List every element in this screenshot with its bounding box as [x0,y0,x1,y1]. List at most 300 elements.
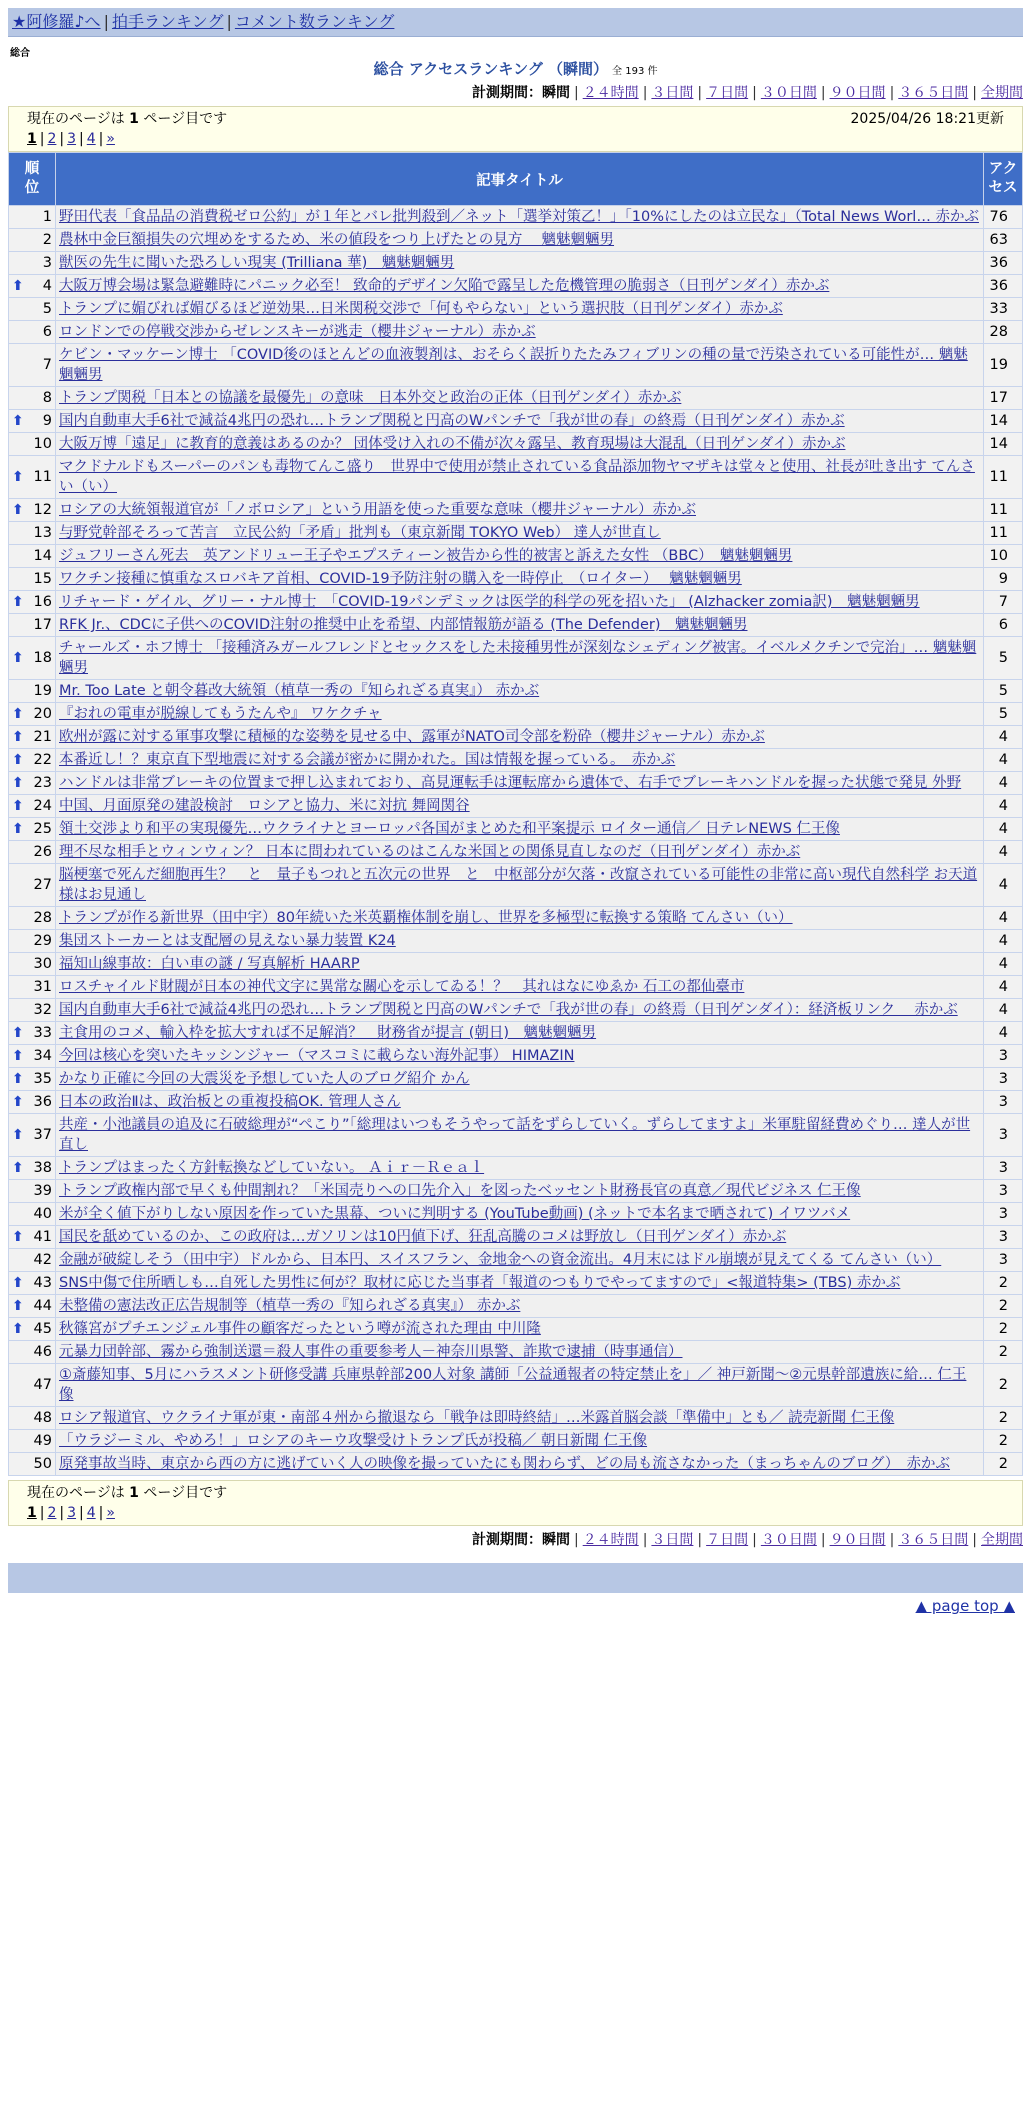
article-link[interactable]: 今回は核心を突いたキッシンジャー（マスコミに載らない海外記事） HIMAZIN [59,1048,575,1064]
title-cell [56,1341,984,1364]
table-row [9,1203,1023,1226]
article-link[interactable]: ①斎藤知事、5月にハラスメント研修受講 兵庫県幹部200人対象 講師「公益通報者の特定禁止を」／ 神戸新聞～②元県幹部遺族に給… 仁王像 [59,1367,967,1403]
nav-link-comment-ranking[interactable]: コメント数ランキング [234,12,395,31]
up-arrow-icon: ⬆ [12,650,24,666]
period-separator: | [972,85,977,101]
title-cell [56,206,984,229]
article-link[interactable]: トランプ関税「日本との協議を最優先」の意味 日本外交と政治の正体（日刊ゲンダイ）赤かぶ [59,390,682,406]
article-link[interactable]: 農林中金巨額損失の穴埋めをするため、米の値段をつり上げたとの見方 魑魅魍魎男 [59,232,615,248]
article-link[interactable]: 領土交渉より和平の実現優先…ウクライナとヨーロッパ各国がまとめた和平案提示 ロイター通信／ 日テレNEWS 仁王像 [59,821,840,837]
rank-cell [9,907,56,930]
table-row [9,1091,1023,1114]
rank-cell [9,1364,56,1407]
up-arrow-icon: ⬆ [12,821,24,837]
access-count: 36 [984,275,1023,298]
rank-cell [9,252,56,275]
page-separator: | [79,131,84,147]
rank-number: 39 [33,1183,52,1199]
article-link[interactable]: ロスチャイルド財閥が日本の神代文字に異常な關心を示してゐる！？ 其れはなにゆゑか 石工の都仙臺市 [59,979,745,995]
title-cell [56,545,984,568]
ranking-table [8,152,1023,1476]
article-link[interactable]: ハンドルは非常ブレーキの位置まで押し込まれており、高見運転手は運転席から遺体で、右手でブレーキハンドルを握った状態で発見 外野 [59,775,962,791]
period-separator: | [820,1532,826,1548]
page-current: 1 [27,131,37,147]
article-link[interactable]: 与野党幹部そろって苦言 立民公約「矛盾」批判も（東京新聞 TOKYO Web） 達人が世直し [59,525,661,541]
current-page-text-bottom: 現在のページは 1 ページ目です [27,1485,228,1501]
article-link[interactable]: 米が全く値下がりしない原因を作っていた黒幕、ついに判明する (YouTube動画) (ネットで本名まで晒されて) イワツバメ [59,1206,851,1222]
rank-cell [9,387,56,410]
table-row [9,1341,1023,1364]
period-separator: | [752,85,757,101]
table-row [9,1114,1023,1157]
period-link[interactable]: ３６５日間 [898,1532,969,1548]
period-separator: | [752,1532,757,1548]
article-link[interactable]: 中国、月面原発の建設検討 ロシアと協力、米に対抗 舞岡関谷 [59,798,470,814]
pager-bottom [8,1480,1023,1526]
up-arrow-icon: ⬆ [12,706,24,722]
top-nav-bar: ★阿修羅♪へ | 拍手ランキング | コメント数ランキング [8,8,1023,37]
access-count: 76 [984,206,1023,229]
rank-cell [9,499,56,522]
access-count: 2 [984,1341,1023,1364]
article-link[interactable]: 野田代表「食品品の消費税ゼロ公約」が１年とバレ批判殺到／ネット「選挙対策乙！」「10%にしたのは立民な」（Total News Worl… 赤かぶ [59,209,979,225]
access-count: 14 [984,433,1023,456]
title-cell [56,841,984,864]
rank-number: 18 [33,650,52,666]
column-header-rank: 順位 [9,153,56,206]
title-cell [56,818,984,841]
title-cell [56,680,984,703]
table-row [9,953,1023,976]
up-arrow-icon: ⬆ [12,1298,24,1314]
title-cell [56,321,984,344]
article-link[interactable]: Mr. Too Late と朝令暮改大統領（植草一秀の『知られざる真実』） 赤かぶ [59,683,540,699]
table-row [9,1318,1023,1341]
rank-cell [9,841,56,864]
article-link[interactable]: ロシア報道官、ウクライナ軍が東・南部４州から撤退なら「戦争は即時終結」…米露首脳会談「準備中」とも／ 読売新聞 仁王像 [59,1410,895,1426]
rank-number: 44 [33,1298,52,1314]
access-count: 4 [984,907,1023,930]
article-link[interactable]: ジュフリーさん死去 英アンドリュー王子やエプスティーン被告から性的被害と訴えた女性 （BBC） 魑魅魍魎男 [59,548,793,564]
article-link[interactable]: 秋篠宮がプチエンジェル事件の顧客だったという噂が流された理由 中川隆 [59,1321,541,1337]
period-separator: | [697,85,703,101]
access-count: 11 [984,499,1023,522]
period-link[interactable]: ７日間 [706,85,749,101]
access-count: 10 [984,545,1023,568]
access-count: 5 [984,680,1023,703]
column-header-title: 記事タイトル [56,153,984,206]
article-link[interactable]: 福知山線事故：白い車の謎 / 写真解析 HAARP [59,956,360,972]
title-cell [56,1022,984,1045]
rank-number: 24 [33,798,52,814]
title-cell [56,1068,984,1091]
rank-cell [9,772,56,795]
access-count: 4 [984,953,1023,976]
rank-number: 50 [33,1456,52,1472]
rank-cell [9,1318,56,1341]
table-row [9,1180,1023,1203]
rank-cell [9,1045,56,1068]
title-cell [56,703,984,726]
up-arrow-icon: ⬆ [12,1025,24,1041]
article-link[interactable]: 未整備の憲法改正広告規制等（植草一秀の『知られざる真実』） 赤かぶ [59,1298,521,1314]
access-count: 3 [984,1045,1023,1068]
rank-cell [9,864,56,907]
rank-number: 16 [33,594,52,610]
rank-cell [9,522,56,545]
title-cell [56,1203,984,1226]
access-count: 3 [984,1226,1023,1249]
access-count: 4 [984,841,1023,864]
access-count: 19 [984,344,1023,387]
rank-cell [9,930,56,953]
table-row [9,930,1023,953]
rank-number: 22 [33,752,52,768]
access-count: 4 [984,1022,1023,1045]
access-count: 4 [984,749,1023,772]
title-cell [56,953,984,976]
period-selector-bottom [8,1529,1023,1549]
rank-number: 7 [42,357,52,373]
article-link[interactable]: 獣医の先生に聞いた恐ろしい現実 (Trilliana 華) 魑魅魍魎男 [59,255,455,271]
access-count: 14 [984,410,1023,433]
next-page-link[interactable]: » [106,131,115,147]
title-cell [56,298,984,321]
access-count: 2 [984,1272,1023,1295]
table-row [9,726,1023,749]
rank-number: 25 [33,821,52,837]
rank-cell [9,1180,56,1203]
table-row [9,321,1023,344]
rank-number: 31 [33,979,52,995]
table-row [9,749,1023,772]
article-link[interactable]: トランプはまったく方針転換などしていない。 Ａｉｒ－Ｒｅａｌ [59,1160,485,1176]
page-link[interactable]: 2 [47,131,57,147]
up-arrow-icon: ⬆ [12,1160,24,1176]
access-count: 3 [984,1180,1023,1203]
table-row [9,433,1023,456]
access-count: 4 [984,976,1023,999]
title-cell [56,1114,984,1157]
page-title: 総合 アクセスランキング （瞬間） 全 193 件 [373,60,658,78]
table-row [9,229,1023,252]
rank-number: 48 [33,1410,52,1426]
article-link[interactable]: マクドナルドもスーパーのパンも毒物てんこ盛り 世界中で使用が禁止されている食品添加物ヤマザキは堂々と使用、社長が吐き出す てんさい（い） [59,459,975,495]
title-cell [56,1430,984,1453]
nav-link-home[interactable]: ★阿修羅♪へ [12,12,101,31]
table-row [9,841,1023,864]
rank-cell [9,818,56,841]
page-separator: | [39,1505,45,1521]
title-cell [56,456,984,499]
rank-number: 3 [42,255,52,271]
title-cell [56,591,984,614]
rank-cell [9,1022,56,1045]
title-cell [56,795,984,818]
page-separator: | [98,131,104,147]
title-cell [56,637,984,680]
article-link[interactable]: SNS中傷で住所晒しも…自死した男性に何が？取材に応じた当事者「報道のつもりでやってますので」<報道特集> (TBS) 赤かぶ [59,1275,901,1291]
category-tag: 総合 [10,48,30,59]
title-cell [56,387,984,410]
rank-cell [9,1091,56,1114]
rank-number: 10 [33,436,52,452]
article-link[interactable]: 「ウラジーミル、やめろ！」ロシアのキーウ攻撃受けトランプ氏が投稿／ 朝日新聞 仁王像 [59,1433,648,1449]
rank-cell [9,1157,56,1180]
title-cell [56,1453,984,1476]
up-arrow-icon: ⬆ [12,1048,24,1064]
rank-number: 14 [33,548,52,564]
up-arrow-icon: ⬆ [12,729,24,745]
period-link[interactable]: ２４時間 [582,85,639,101]
title-cell [56,907,984,930]
table-row [9,680,1023,703]
article-link[interactable]: 『おれの電車が脱線してもうたんや』 ワケクチャ [59,706,382,722]
rank-number: 20 [33,706,52,722]
title-cell [56,1318,984,1341]
title-cell [56,1045,984,1068]
title-cell [56,1364,984,1407]
rank-cell [9,433,56,456]
article-link[interactable]: 国内自動車大手6社で減益4兆円の恐れ…トランプ関税と円高のWパンチで「我が世の春」の終焉（日刊ゲンダイ）赤かぶ [59,413,845,429]
title-cell [56,499,984,522]
rank-number: 43 [33,1275,52,1291]
title-cell [56,1249,984,1272]
table-row [9,1272,1023,1295]
title-block [8,58,1023,79]
article-link[interactable]: かなり正確に今回の大震災を予想していた人のブログ紹介 かん [59,1071,470,1087]
access-count: 9 [984,568,1023,591]
title-cell [56,229,984,252]
rank-number: 26 [33,844,52,860]
next-page-link[interactable]: » [106,1505,115,1521]
title-cell [56,1180,984,1203]
period-link[interactable]: ２４時間 [582,1532,639,1548]
article-link[interactable]: 理不尽な相手とウィンウィン？ 日本に問われているのはこんな米国との関係見直しなのだ（日刊ゲンダイ）赤かぶ [59,844,801,860]
page-link[interactable]: 4 [86,131,96,147]
article-link[interactable]: RFK Jr.、CDCに子供へのCOVID注射の推奨中止を希望、内部情報筋が語る (The Defender) 魑魅魍魎男 [59,617,748,633]
article-link[interactable]: 金融が破綻しそう（田中宇）ドルから、日本円、スイスフラン、金地金への資金流出。4月末にはドル崩壊が見えてくる てんさい（い） [59,1252,942,1268]
rank-number: 29 [33,933,52,949]
period-link[interactable]: 全期間 [981,85,1023,101]
period-link[interactable]: 全期間 [981,1532,1023,1548]
rank-number: 15 [33,571,52,587]
table-row [9,522,1023,545]
rank-cell [9,545,56,568]
period-link[interactable]: ３６５日間 [898,85,969,101]
article-link[interactable]: 主食用のコメ、輸入枠を拡大すれば不足解消？ 財務省が提言 (朝日) 魑魅魍魎男 [59,1025,597,1041]
article-link[interactable]: ケビン・マッケーン博士 「COVID後のほとんどの血液製剤は、おそらく誤折りたたみフィブリンの種の量で汚染されている可能性が… 魑魅魍魎男 [59,347,968,383]
period-separator: | [642,85,648,101]
rank-cell [9,344,56,387]
up-arrow-icon: ⬆ [12,594,24,610]
rank-cell [9,1249,56,1272]
article-link[interactable]: 元暴力団幹部、霧から強制送還＝殺人事件の重要参考人－神奈川県警、詐欺で逮捕（時事通信） [59,1344,683,1360]
title-cell [56,522,984,545]
access-count: 63 [984,229,1023,252]
period-label: 計測期間： [471,85,542,101]
access-count: 4 [984,818,1023,841]
page-top-link[interactable]: ▲ page top ▲ [915,1597,1015,1615]
title-cell [56,1157,984,1180]
period-separator: | [820,85,826,101]
table-row [9,568,1023,591]
title-cell [56,568,984,591]
up-arrow-icon: ⬆ [12,502,24,518]
access-count: 4 [984,864,1023,907]
access-count: 3 [984,1114,1023,1157]
rank-number: 37 [33,1127,52,1143]
article-link[interactable]: 本番近し！？東京直下型地震に対する会議が密かに開かれた。国は情報を握っている。 赤かぶ [59,752,676,768]
article-link[interactable]: 共産・小池議員の追及に石破総理が“ぺこり”「総理はいつもそうやって話をずらしていく。ずらしてますよ」米軍駐留経費めぐり… 達人が世直し [59,1117,971,1153]
rank-cell [9,1453,56,1476]
rank-cell [9,1068,56,1091]
period-link[interactable]: ３日間 [651,85,694,101]
page-link[interactable]: 4 [86,1505,96,1521]
rank-cell [9,410,56,433]
period-link[interactable]: ９０日間 [829,1532,886,1548]
rank-cell [9,614,56,637]
rank-cell [9,749,56,772]
article-link[interactable]: 大阪万博会場は緊急避難時にパニック必至！ 致命的デザイン欠陥で露呈した危機管理の脆弱さ（日刊ゲンダイ）赤かぶ [59,278,830,294]
title-cell [56,252,984,275]
rank-number: 5 [42,301,52,317]
access-count: 2 [984,1318,1023,1341]
title-cell [56,275,984,298]
article-link[interactable]: 国内自動車大手6社で減益4兆円の恐れ…トランプ関税と円高のWパンチで「我が世の春」の終焉（日刊ゲンダイ）：経済板リンク 赤かぶ [59,1002,958,1018]
period-link[interactable]: ９０日間 [829,85,886,101]
rank-cell [9,703,56,726]
article-link[interactable]: 脳梗塞で死んだ細胞再生？ と 量子もつれと五次元の世界 と 中枢部分が欠落・改竄されている可能性の非常に高い現代自然科学 お天道様はお見通し [59,867,978,903]
rank-number: 4 [42,278,52,294]
table-row [9,1407,1023,1430]
table-row [9,410,1023,433]
rank-number: 42 [33,1252,52,1268]
article-link[interactable]: トランプ政権内部で早くも仲間割れ？「米国売りへの口先介入」を図ったベッセント財務長官の真意／現代ビジネス 仁王像 [59,1183,861,1199]
table-row [9,206,1023,229]
nav-link-clap-ranking[interactable]: 拍手ランキング [111,12,224,31]
article-link[interactable]: 大阪万博「遠足」に教育的意義はあるのか？ 団体受け入れの不備が次々露呈、教育現場は大混乱（日刊ゲンダイ）赤かぶ [59,436,846,452]
page-link[interactable]: 2 [47,1505,57,1521]
article-link[interactable]: 国民を舐めているのか、この政府は…ガソリンは10円値下げ、狂乱高騰のコメは野放し（日刊ゲンダイ）赤かぶ [59,1229,787,1245]
title-cell [56,726,984,749]
rank-cell [9,275,56,298]
rank-number: 41 [33,1229,52,1245]
access-count: 6 [984,614,1023,637]
rank-cell [9,321,56,344]
rank-number: 36 [33,1094,52,1110]
rank-number: 28 [33,910,52,926]
table-row [9,818,1023,841]
access-count: 4 [984,999,1023,1022]
article-link[interactable]: 集団ストーカーとは支配層の見えない暴力装置 K24 [59,933,396,949]
access-count: 28 [984,321,1023,344]
rank-number: 30 [33,956,52,972]
title-cell [56,930,984,953]
access-count: 36 [984,252,1023,275]
rank-number: 33 [33,1025,52,1041]
period-separator: | [889,85,895,101]
up-arrow-icon: ⬆ [12,1321,24,1337]
table-row [9,637,1023,680]
table-row [9,1430,1023,1453]
total-count: 全 193 件 [612,66,658,77]
bottom-bar [8,1563,1023,1593]
rank-cell [9,456,56,499]
table-row [9,772,1023,795]
article-link[interactable]: 日本の政治Ⅱは、政治板との重複投稿OK. 管理人さん [59,1094,401,1110]
article-link[interactable]: チャールズ・ホフ博士 「接種済みガールフレンドとセックスをした未接種男性が深刻なシェディング被害。イベルメクチンで完治」… 魑魅魍魎男 [59,640,977,676]
access-count: 4 [984,795,1023,818]
rank-cell [9,976,56,999]
access-count: 17 [984,387,1023,410]
rank-number: 9 [42,413,52,429]
title-cell [56,1272,984,1295]
access-count: 3 [984,1091,1023,1114]
table-row [9,252,1023,275]
title-cell [56,1226,984,1249]
article-link[interactable]: ワクチン接種に慎重なスロバキア首相、COVID-19予防注射の購入を一時停止 （ロイター） 魑魅魍魎男 [59,571,742,587]
article-link[interactable]: ロンドンでの停戦交渉からゼレンスキーが逃走（櫻井ジャーナル）赤かぶ [59,324,536,340]
period-separator: | [972,1532,977,1548]
up-arrow-icon: ⬆ [12,1229,24,1245]
table-row [9,976,1023,999]
table-row [9,1453,1023,1476]
rank-number: 49 [33,1433,52,1449]
rank-number: 47 [33,1377,52,1393]
table-row [9,703,1023,726]
up-arrow-icon: ⬆ [12,278,24,294]
article-link[interactable]: 欧州が露に対する軍事攻撃に積極的な姿勢を見せる中、露軍がNATO司令部を粉砕（櫻井ジャーナル）赤かぶ [59,729,765,745]
article-link[interactable]: トランプが作る新世界（田中宇）80年続いた米英覇権体制を崩し、世界を多極型に転換する策略 てんさい（い） [59,910,793,926]
period-label: 計測期間： [471,1532,542,1548]
title-cell [56,976,984,999]
table-row [9,344,1023,387]
rank-number: 2 [42,232,52,248]
rank-cell [9,1203,56,1226]
page-separator: | [39,131,45,147]
title-cell [56,1407,984,1430]
up-arrow-icon: ⬆ [12,1071,24,1087]
article-link[interactable]: リチャード・ゲイル、グリー・ナル博士 「COVID-19パンデミックは医学的科学の死を招いた」 (Alzhacker zomia訳) 魑魅魍魎男 [59,594,920,610]
page-link[interactable]: 3 [67,1505,77,1521]
table-row [9,1157,1023,1180]
page-separator: | [98,1505,104,1521]
period-link[interactable]: ３０日間 [760,85,817,101]
access-count: 4 [984,930,1023,953]
rank-cell [9,1114,56,1157]
rank-cell [9,726,56,749]
period-link[interactable]: ７日間 [706,1532,749,1548]
page-links [27,129,1004,149]
rank-cell [9,680,56,703]
article-link[interactable]: 原発事故当時、東京から西の方に逃げていく人の映像を撮っていたにも関わらず、どの局も流さなかった（まっちゃんのブログ） 赤かぶ [59,1456,951,1472]
period-link[interactable]: ３０日間 [760,1532,817,1548]
table-row [9,499,1023,522]
article-link[interactable]: ロシアの大統領報道官が「ノボロシア」という用語を使った重要な意味（櫻井ジャーナル）赤かぶ [59,502,696,518]
rank-number: 45 [33,1321,52,1337]
period-link[interactable]: ３日間 [651,1532,694,1548]
rank-cell [9,591,56,614]
rank-number: 11 [33,469,52,485]
table-row [9,1045,1023,1068]
rank-number: 12 [33,502,52,518]
article-link[interactable]: トランプに媚びれば媚びるほど逆効果…日米関税交渉で「何もやらない」という選択肢（日刊ゲンダイ）赤かぶ [59,301,783,317]
rank-number: 17 [33,617,52,633]
access-count: 5 [984,637,1023,680]
page-link[interactable]: 3 [67,131,77,147]
current-page-text: 現在のページは 1 ページ目です [27,111,228,127]
